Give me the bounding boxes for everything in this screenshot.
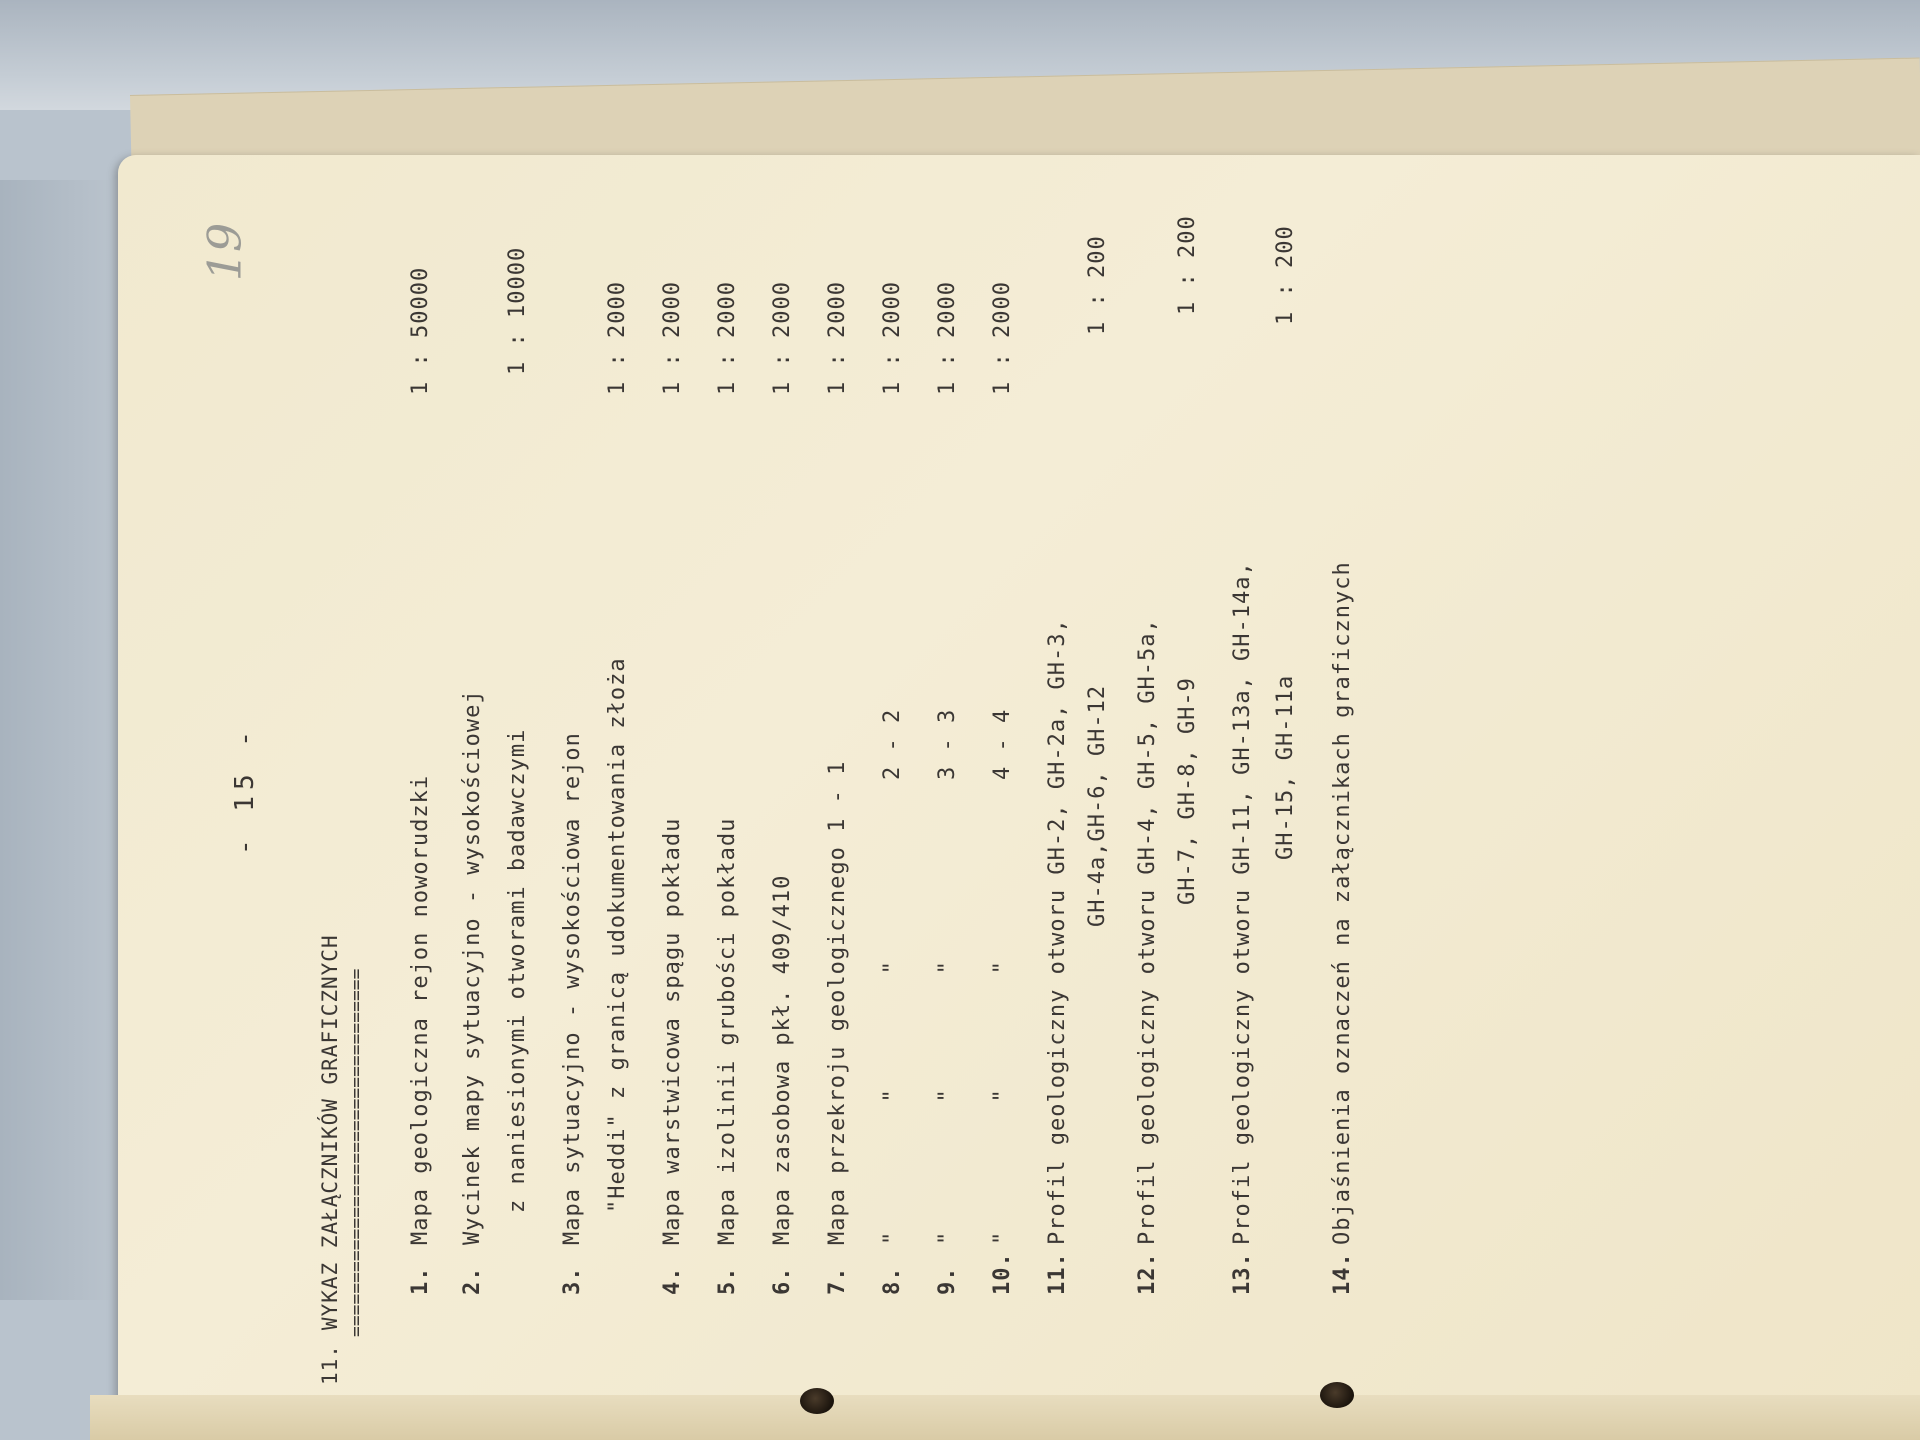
item-scale: 1 : 2000 bbox=[935, 281, 960, 395]
item-text: Mapa izolinii grubości pokładu bbox=[715, 817, 740, 1245]
item-number: 4. bbox=[660, 1266, 685, 1295]
item-number: 6. bbox=[770, 1266, 795, 1295]
item-text: Mapa zasobowa pkł. 409/410 bbox=[770, 874, 795, 1245]
section-number: 11. bbox=[318, 1344, 342, 1385]
item-text-continued: GH-4a,GH-6, GH-12 bbox=[1085, 684, 1110, 927]
item-scale: 1 : 2000 bbox=[825, 281, 850, 395]
item-number: 9. bbox=[935, 1266, 960, 1295]
item-text: Mapa przekroju geologicznego 1 - 1 bbox=[825, 760, 850, 1245]
item-number: 5. bbox=[715, 1266, 740, 1295]
next-page-edge bbox=[90, 1395, 1920, 1440]
item-scale: 1 : 2000 bbox=[990, 281, 1015, 395]
item-number: 13. bbox=[1230, 1252, 1255, 1295]
item-scale: 1 : 2000 bbox=[660, 281, 685, 395]
typed-content bbox=[230, 175, 1420, 1385]
item-text-continued: GH-15, GH-11a bbox=[1273, 674, 1298, 860]
section-title: WYKAZ ZAŁĄCZNIKÓW GRAFICZNYCH bbox=[318, 934, 342, 1331]
item-text-continued: GH-7, GH-8, GH-9 bbox=[1175, 677, 1200, 905]
item-number: 3. bbox=[560, 1266, 585, 1295]
item-number: 10. bbox=[990, 1252, 1015, 1295]
item-scale: 1 : 2000 bbox=[770, 281, 795, 395]
item-scale: 1 : 2000 bbox=[715, 281, 740, 395]
item-scale: 1 : 200 bbox=[1273, 225, 1298, 325]
item-text: Wycinek mapy sytuacyjno - wysokościowej bbox=[460, 689, 485, 1245]
section-label: 3 - 3 bbox=[935, 708, 960, 780]
item-number: 2. bbox=[460, 1266, 485, 1295]
item-number: 8. bbox=[880, 1266, 905, 1295]
item-text: Profil geologiczny otworu GH-4, GH-5, GH-5a, bbox=[1135, 618, 1160, 1245]
item-text: Mapa warstwicowa spągu pokładu bbox=[660, 817, 685, 1245]
item-scale: 1 : 200 bbox=[1175, 215, 1200, 315]
item-text: Profil geologiczny otworu GH-2, GH-2a, GH-3, bbox=[1045, 618, 1070, 1245]
binder-hole bbox=[800, 1388, 834, 1414]
binder-hole bbox=[1320, 1382, 1354, 1408]
item-number: 11. bbox=[1045, 1252, 1070, 1295]
item-text-continued: z naniesionymi otworami badawczymi bbox=[505, 728, 530, 1213]
section-label: 4 - 4 bbox=[990, 708, 1015, 780]
item-text: Objaśnienia oznaczeń na załącznikach graficznych bbox=[1330, 561, 1355, 1245]
item-number: 7. bbox=[825, 1266, 850, 1295]
item-number: 12. bbox=[1135, 1252, 1160, 1295]
item-text-continued: "Heddi" z granicą udokumentowania złoża bbox=[605, 657, 630, 1213]
item-scale: 1 : 2000 bbox=[605, 281, 630, 395]
item-scale: 1 : 200 bbox=[1085, 235, 1110, 335]
section-label: 2 - 2 bbox=[880, 708, 905, 780]
item-scale: 1 : 50000 bbox=[408, 266, 433, 395]
item-text: Profil geologiczny otworu GH-11, GH-13a, GH-14a, bbox=[1230, 561, 1255, 1245]
ditto-marks: " " " bbox=[935, 960, 960, 1245]
item-scale: 1 : 2000 bbox=[880, 281, 905, 395]
pencil-page-mark: 19 bbox=[197, 222, 252, 282]
ditto-marks: " " " bbox=[880, 960, 905, 1245]
item-number: 14. bbox=[1330, 1252, 1355, 1295]
title-underline: ================================== bbox=[346, 968, 367, 1337]
item-text: Mapa sytuacyjno - wysokościowa rejon bbox=[560, 732, 585, 1245]
ditto-marks: " " " bbox=[990, 960, 1015, 1245]
item-scale: 1 : 10000 bbox=[505, 246, 530, 375]
page-number: - 15 - bbox=[230, 725, 260, 855]
section-heading bbox=[318, 934, 342, 1385]
item-text: Mapa geologiczna rejon noworudzki bbox=[408, 774, 433, 1245]
item-number: 1. bbox=[408, 1266, 433, 1295]
